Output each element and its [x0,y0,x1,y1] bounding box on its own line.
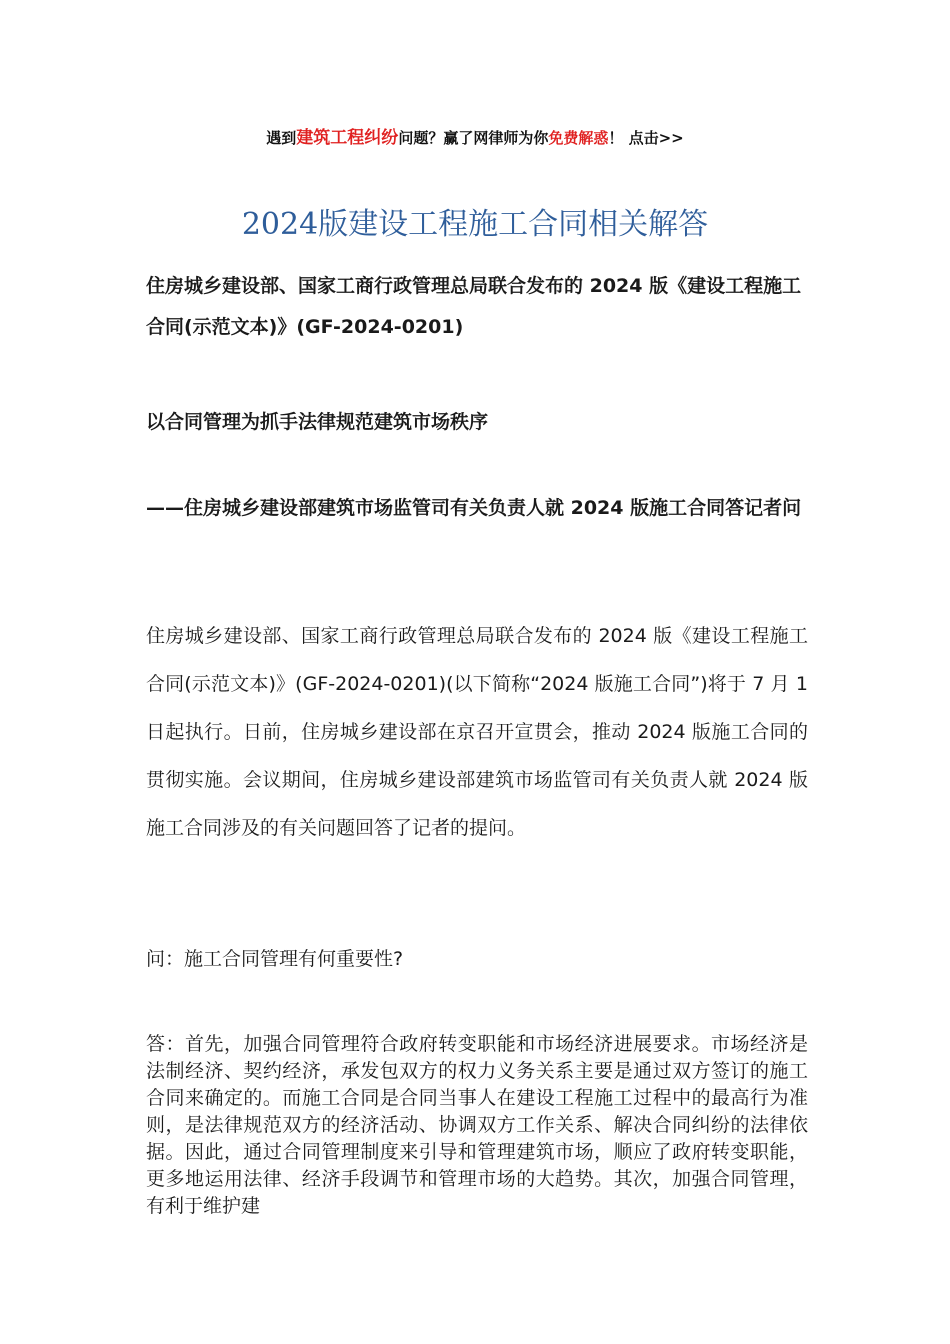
subheading-block [146,488,808,528]
answer-block [146,1031,808,1220]
section-subheading: ——住房城乡建设部建筑市场监管司有关负责人就 2024 版施工合同答记者问 [146,497,802,519]
intro-block [146,266,808,348]
banner-prefix: 遇到 [266,129,297,147]
banner-highlight-dispute: 建筑工程纠纷 [296,128,399,148]
body-paragraph: 住房城乡建设部、国家工商行政管理总局联合发布的 2024 版《建设工程施工合同(示范文本)》(GF-2024-0201)(以下简称“2024 版施工合同”)将于 7 月 1 日起执行。日前，住房城乡建设部在京召开宣贯会，推动 2024 版施工合同的贯彻实施。会议期间，住房城乡建设部建筑市场监管司有关负责人就 2024 版施工合同涉及的有关问题回答了记者的提问。 [146,625,808,839]
promo-banner-link[interactable] [0,127,950,149]
question-block [146,935,808,983]
section-heading: 以合同管理为抓手法律规范建筑市场秩序 [146,411,489,433]
banner-suffix: ！ 点击>> [608,129,684,147]
answer-paragraph: 答：首先，加强合同管理符合政府转变职能和市场经济进展要求。市场经济是法制经济、契约经济，承发包双方的权力义务关系主要是通过双方签订的施工合同来确定的。而施工合同是合同当事人在建设工程施工过程中的最高行为准则，是法律规范双方的经济活动、协调双方工作关系、解决合同纠纷的法律依据。因此，通过合同管理制度来引导和管理建筑市场，顺应了政府转变职能，更多地运用法律、经济手段调节和管理市场的大趋势。其次，加强合同管理，有利于维护建 [146,1033,808,1217]
heading-block [146,402,808,442]
document-title: 2024版建设工程施工合同相关解答 [241,207,709,242]
banner-highlight-free: 免费解惑 [548,129,609,147]
banner-middle: 问题？赢了网律师为你 [398,129,549,147]
intro-bold-paragraph: 住房城乡建设部、国家工商行政管理总局联合发布的 2024 版《建设工程施工合同(示范文本)》(GF-2024-0201) [146,275,802,338]
body-block [146,612,808,852]
question-paragraph: 问：施工合同管理有何重要性? [146,948,404,970]
